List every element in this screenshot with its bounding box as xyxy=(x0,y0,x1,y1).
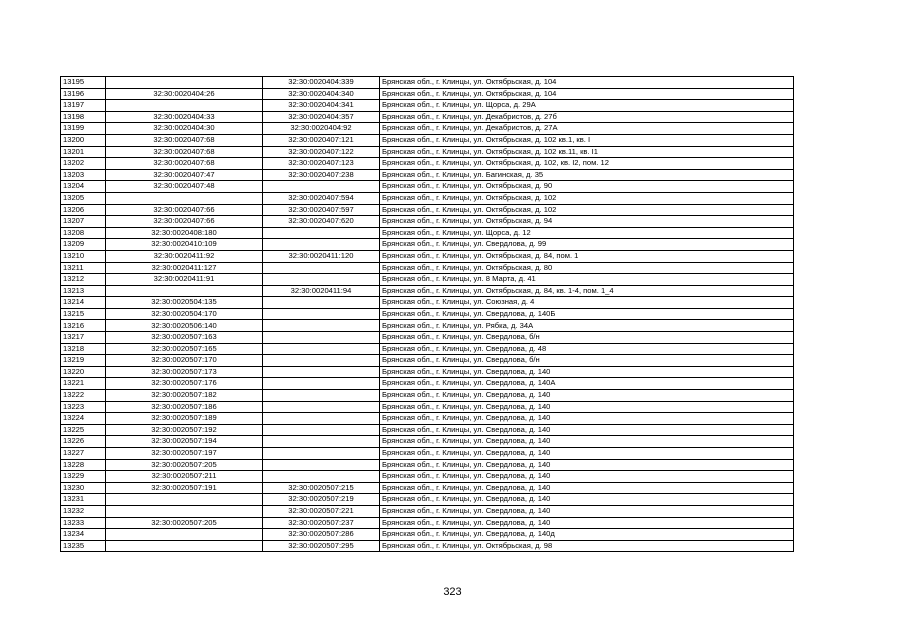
table-row xyxy=(61,77,794,89)
address-cell: Брянская обл., г. Клинцы, ул. Октябрьская, д. 102 xyxy=(380,192,794,204)
table-row xyxy=(61,134,794,146)
row-number-cell: 13207 xyxy=(61,216,106,228)
table-row xyxy=(61,262,794,274)
table-row xyxy=(61,181,794,193)
object-cadastral-number-cell xyxy=(263,262,380,274)
address-cell: Брянская обл., г. Клинцы, ул. Октябрьская, д. 102, кв. I2, пом. 12 xyxy=(380,158,794,170)
land-cadastral-number-cell xyxy=(106,77,263,89)
table-row xyxy=(61,308,794,320)
table-row xyxy=(61,436,794,448)
address-cell: Брянская обл., г. Клинцы, ул. Октябрьская, д. 102 xyxy=(380,204,794,216)
row-number-cell: 13214 xyxy=(61,297,106,309)
table-row xyxy=(61,494,794,506)
address-cell: Брянская обл., г. Клинцы, ул. Щорса, д. 29А xyxy=(380,100,794,112)
object-cadastral-number-cell xyxy=(263,378,380,390)
object-cadastral-number-cell: 32:30:0020407:238 xyxy=(263,169,380,181)
address-cell: Брянская обл., г. Клинцы, ул. Октябрьская, д. 84, кв. 1-4, пом. 1_4 xyxy=(380,285,794,297)
land-cadastral-number-cell xyxy=(106,494,263,506)
object-cadastral-number-cell xyxy=(263,274,380,286)
row-number-cell: 13208 xyxy=(61,227,106,239)
table-row xyxy=(61,123,794,135)
object-cadastral-number-cell xyxy=(263,401,380,413)
land-cadastral-number-cell: 32:30:0020404:33 xyxy=(106,111,263,123)
land-cadastral-number-cell: 32:30:0020408:180 xyxy=(106,227,263,239)
row-number-cell: 13213 xyxy=(61,285,106,297)
row-number-cell: 13195 xyxy=(61,77,106,89)
land-cadastral-number-cell: 32:30:0020407:68 xyxy=(106,146,263,158)
object-cadastral-number-cell xyxy=(263,239,380,251)
table-row xyxy=(61,540,794,552)
table-row xyxy=(61,343,794,355)
row-number-cell: 13204 xyxy=(61,181,106,193)
object-cadastral-number-cell: 32:30:0020411:120 xyxy=(263,250,380,262)
address-cell: Брянская обл., г. Клинцы, ул. Свердлова, д. 140Б xyxy=(380,308,794,320)
object-cadastral-number-cell xyxy=(263,320,380,332)
land-cadastral-number-cell: 32:30:0020507:165 xyxy=(106,343,263,355)
land-cadastral-number-cell: 32:30:0020404:30 xyxy=(106,123,263,135)
land-cadastral-number-cell: 32:30:0020507:186 xyxy=(106,401,263,413)
table-row xyxy=(61,355,794,367)
address-cell: Брянская обл., г. Клинцы, ул. Свердлова, д. 140 xyxy=(380,413,794,425)
object-cadastral-number-cell: 32:30:0020407:122 xyxy=(263,146,380,158)
address-cell: Брянская обл., г. Клинцы, ул. Щорса, д. 12 xyxy=(380,227,794,239)
row-number-cell: 13230 xyxy=(61,482,106,494)
object-cadastral-number-cell: 32:30:0020404:341 xyxy=(263,100,380,112)
row-number-cell: 13197 xyxy=(61,100,106,112)
row-number-cell: 13205 xyxy=(61,192,106,204)
row-number-cell: 13222 xyxy=(61,390,106,402)
table-row xyxy=(61,424,794,436)
table-row xyxy=(61,459,794,471)
land-cadastral-number-cell: 32:30:0020507:205 xyxy=(106,459,263,471)
land-cadastral-number-cell: 32:30:0020407:66 xyxy=(106,204,263,216)
table-row xyxy=(61,100,794,112)
table-row xyxy=(61,88,794,100)
table-row xyxy=(61,227,794,239)
land-cadastral-number-cell: 32:30:0020410:109 xyxy=(106,239,263,251)
land-cadastral-number-cell: 32:30:0020507:197 xyxy=(106,448,263,460)
table-row xyxy=(61,216,794,228)
address-cell: Брянская обл., г. Клинцы, ул. Октябрьская, д. 80 xyxy=(380,262,794,274)
table-row xyxy=(61,204,794,216)
object-cadastral-number-cell: 32:30:0020407:594 xyxy=(263,192,380,204)
row-number-cell: 13226 xyxy=(61,436,106,448)
object-cadastral-number-cell: 32:30:0020507:295 xyxy=(263,540,380,552)
address-cell: Брянская обл., г. Клинцы, ул. Рябка, д. 34А xyxy=(380,320,794,332)
object-cadastral-number-cell xyxy=(263,366,380,378)
row-number-cell: 13202 xyxy=(61,158,106,170)
address-cell: Брянская обл., г. Клинцы, ул. Свердлова, д. 140 xyxy=(380,390,794,402)
address-cell: Брянская обл., г. Клинцы, ул. Свердлова, д. 140 xyxy=(380,436,794,448)
land-cadastral-number-cell: 32:30:0020507:170 xyxy=(106,355,263,367)
land-cadastral-number-cell: 32:30:0020407:47 xyxy=(106,169,263,181)
object-cadastral-number-cell: 32:30:0020407:121 xyxy=(263,134,380,146)
row-number-cell: 13221 xyxy=(61,378,106,390)
row-number-cell: 13228 xyxy=(61,459,106,471)
address-cell: Брянская обл., г. Клинцы, ул. Октябрьская, д. 98 xyxy=(380,540,794,552)
address-cell: Брянская обл., г. Клинцы, ул. Свердлова, д. 140А xyxy=(380,378,794,390)
object-cadastral-number-cell xyxy=(263,459,380,471)
land-cadastral-number-cell: 32:30:0020507:205 xyxy=(106,517,263,529)
row-number-cell: 13219 xyxy=(61,355,106,367)
object-cadastral-number-cell xyxy=(263,227,380,239)
address-cell: Брянская обл., г. Клинцы, ул. Октябрьская, д. 94 xyxy=(380,216,794,228)
object-cadastral-number-cell xyxy=(263,436,380,448)
row-number-cell: 13203 xyxy=(61,169,106,181)
row-number-cell: 13232 xyxy=(61,505,106,517)
row-number-cell: 13233 xyxy=(61,517,106,529)
address-cell: Брянская обл., г. Клинцы, ул. Октябрьская, д. 102 кв.11, кв. I1 xyxy=(380,146,794,158)
land-cadastral-number-cell xyxy=(106,285,263,297)
row-number-cell: 13229 xyxy=(61,471,106,483)
land-cadastral-number-cell: 32:30:0020507:163 xyxy=(106,332,263,344)
registry-table xyxy=(60,76,794,552)
land-cadastral-number-cell: 32:30:0020407:48 xyxy=(106,181,263,193)
object-cadastral-number-cell: 32:30:0020507:237 xyxy=(263,517,380,529)
land-cadastral-number-cell: 32:30:0020411:92 xyxy=(106,250,263,262)
table-row xyxy=(61,158,794,170)
table-row xyxy=(61,529,794,541)
table-row xyxy=(61,285,794,297)
table-row xyxy=(61,413,794,425)
address-cell: Брянская обл., г. Клинцы, ул. Декабристов, д. 27А xyxy=(380,123,794,135)
table-row xyxy=(61,401,794,413)
land-cadastral-number-cell: 32:30:0020411:91 xyxy=(106,274,263,286)
land-cadastral-number-cell: 32:30:0020411:127 xyxy=(106,262,263,274)
table-row xyxy=(61,517,794,529)
row-number-cell: 13224 xyxy=(61,413,106,425)
object-cadastral-number-cell xyxy=(263,343,380,355)
object-cadastral-number-cell xyxy=(263,297,380,309)
land-cadastral-number-cell: 32:30:0020507:189 xyxy=(106,413,263,425)
object-cadastral-number-cell: 32:30:0020507:221 xyxy=(263,505,380,517)
land-cadastral-number-cell: 32:30:0020507:194 xyxy=(106,436,263,448)
row-number-cell: 13227 xyxy=(61,448,106,460)
row-number-cell: 13217 xyxy=(61,332,106,344)
page-number: 323 xyxy=(443,586,462,598)
address-cell: Брянская обл., г. Клинцы, ул. Союзная, д. 4 xyxy=(380,297,794,309)
address-cell: Брянская обл., г. Клинцы, ул. Свердлова, д. 140 xyxy=(380,517,794,529)
land-cadastral-number-cell: 32:30:0020507:192 xyxy=(106,424,263,436)
row-number-cell: 13212 xyxy=(61,274,106,286)
land-cadastral-number-cell xyxy=(106,529,263,541)
land-cadastral-number-cell xyxy=(106,100,263,112)
row-number-cell: 13198 xyxy=(61,111,106,123)
table-row xyxy=(61,505,794,517)
land-cadastral-number-cell: 32:30:0020507:182 xyxy=(106,390,263,402)
land-cadastral-number-cell: 32:30:0020407:68 xyxy=(106,134,263,146)
row-number-cell: 13216 xyxy=(61,320,106,332)
table-row xyxy=(61,250,794,262)
row-number-cell: 13234 xyxy=(61,529,106,541)
address-cell: Брянская обл., г. Клинцы, ул. Свердлова, д. 140д xyxy=(380,529,794,541)
address-cell: Брянская обл., г. Клинцы, ул. Свердлова, б/н xyxy=(380,355,794,367)
land-cadastral-number-cell: 32:30:0020404:26 xyxy=(106,88,263,100)
land-cadastral-number-cell xyxy=(106,192,263,204)
land-cadastral-number-cell: 32:30:0020507:176 xyxy=(106,378,263,390)
object-cadastral-number-cell: 32:30:0020404:92 xyxy=(263,123,380,135)
row-number-cell: 13199 xyxy=(61,123,106,135)
table-row xyxy=(61,169,794,181)
address-cell: Брянская обл., г. Клинцы, ул. Свердлова, д. 140 xyxy=(380,424,794,436)
table-row xyxy=(61,332,794,344)
table-row xyxy=(61,471,794,483)
table-row xyxy=(61,366,794,378)
row-number-cell: 13211 xyxy=(61,262,106,274)
address-cell: Брянская обл., г. Клинцы, ул. Свердлова, д. 99 xyxy=(380,239,794,251)
object-cadastral-number-cell: 32:30:0020404:340 xyxy=(263,88,380,100)
table-row xyxy=(61,111,794,123)
object-cadastral-number-cell: 32:30:0020507:219 xyxy=(263,494,380,506)
row-number-cell: 13210 xyxy=(61,250,106,262)
land-cadastral-number-cell: 32:30:0020506:140 xyxy=(106,320,263,332)
object-cadastral-number-cell xyxy=(263,332,380,344)
table-row xyxy=(61,390,794,402)
object-cadastral-number-cell: 32:30:0020407:597 xyxy=(263,204,380,216)
land-cadastral-number-cell: 32:30:0020407:66 xyxy=(106,216,263,228)
row-number-cell: 13201 xyxy=(61,146,106,158)
registry-table-body xyxy=(61,77,794,552)
object-cadastral-number-cell: 32:30:0020507:215 xyxy=(263,482,380,494)
object-cadastral-number-cell xyxy=(263,424,380,436)
address-cell: Брянская обл., г. Клинцы, ул. Свердлова, д. 140 xyxy=(380,448,794,460)
table-row xyxy=(61,297,794,309)
object-cadastral-number-cell xyxy=(263,355,380,367)
row-number-cell: 13218 xyxy=(61,343,106,355)
land-cadastral-number-cell: 32:30:0020507:173 xyxy=(106,366,263,378)
land-cadastral-number-cell: 32:30:0020507:191 xyxy=(106,482,263,494)
object-cadastral-number-cell xyxy=(263,390,380,402)
address-cell: Брянская обл., г. Клинцы, ул. Октябрьская, д. 84, пом. 1 xyxy=(380,250,794,262)
table-row xyxy=(61,239,794,251)
land-cadastral-number-cell: 32:30:0020504:135 xyxy=(106,297,263,309)
object-cadastral-number-cell xyxy=(263,448,380,460)
address-cell: Брянская обл., г. Клинцы, ул. Декабристов, д. 27б xyxy=(380,111,794,123)
row-number-cell: 13200 xyxy=(61,134,106,146)
address-cell: Брянская обл., г. Клинцы, ул. Октябрьская, д. 102 кв.1, кв. I xyxy=(380,134,794,146)
table-row xyxy=(61,192,794,204)
address-cell: Брянская обл., г. Клинцы, ул. Свердлова, д. 140 xyxy=(380,482,794,494)
address-cell: Брянская обл., г. Клинцы, ул. Багинская, д. 35 xyxy=(380,169,794,181)
row-number-cell: 13196 xyxy=(61,88,106,100)
object-cadastral-number-cell: 32:30:0020411:94 xyxy=(263,285,380,297)
address-cell: Брянская обл., г. Клинцы, ул. 8 Марта, д. 41 xyxy=(380,274,794,286)
address-cell: Брянская обл., г. Клинцы, ул. Свердлова, д. 140 xyxy=(380,494,794,506)
address-cell: Брянская обл., г. Клинцы, ул. Свердлова, б/н xyxy=(380,332,794,344)
row-number-cell: 13206 xyxy=(61,204,106,216)
row-number-cell: 13225 xyxy=(61,424,106,436)
object-cadastral-number-cell xyxy=(263,181,380,193)
table-row xyxy=(61,274,794,286)
object-cadastral-number-cell: 32:30:0020404:339 xyxy=(263,77,380,89)
land-cadastral-number-cell: 32:30:0020504:170 xyxy=(106,308,263,320)
address-cell: Брянская обл., г. Клинцы, ул. Свердлова, д. 140 xyxy=(380,459,794,471)
table-row xyxy=(61,146,794,158)
address-cell: Брянская обл., г. Клинцы, ул. Свердлова, д. 140 xyxy=(380,401,794,413)
address-cell: Брянская обл., г. Клинцы, ул. Свердлова, д. 48 xyxy=(380,343,794,355)
row-number-cell: 13215 xyxy=(61,308,106,320)
object-cadastral-number-cell: 32:30:0020407:620 xyxy=(263,216,380,228)
address-cell: Брянская обл., г. Клинцы, ул. Свердлова, д. 140 xyxy=(380,505,794,517)
table-row xyxy=(61,320,794,332)
object-cadastral-number-cell xyxy=(263,471,380,483)
object-cadastral-number-cell xyxy=(263,308,380,320)
object-cadastral-number-cell xyxy=(263,413,380,425)
row-number-cell: 13231 xyxy=(61,494,106,506)
row-number-cell: 13235 xyxy=(61,540,106,552)
address-cell: Брянская обл., г. Клинцы, ул. Свердлова, д. 140 xyxy=(380,471,794,483)
row-number-cell: 13223 xyxy=(61,401,106,413)
object-cadastral-number-cell: 32:30:0020507:286 xyxy=(263,529,380,541)
address-cell: Брянская обл., г. Клинцы, ул. Октябрьская, д. 90 xyxy=(380,181,794,193)
table-row xyxy=(61,482,794,494)
address-cell: Брянская обл., г. Клинцы, ул. Октябрьская, д. 104 xyxy=(380,88,794,100)
object-cadastral-number-cell: 32:30:0020407:123 xyxy=(263,158,380,170)
object-cadastral-number-cell: 32:30:0020404:357 xyxy=(263,111,380,123)
row-number-cell: 13220 xyxy=(61,366,106,378)
land-cadastral-number-cell xyxy=(106,505,263,517)
land-cadastral-number-cell: 32:30:0020507:211 xyxy=(106,471,263,483)
table-row xyxy=(61,378,794,390)
land-cadastral-number-cell: 32:30:0020407:68 xyxy=(106,158,263,170)
row-number-cell: 13209 xyxy=(61,239,106,251)
land-cadastral-number-cell xyxy=(106,540,263,552)
address-cell: Брянская обл., г. Клинцы, ул. Свердлова, д. 140 xyxy=(380,366,794,378)
table-row xyxy=(61,448,794,460)
address-cell: Брянская обл., г. Клинцы, ул. Октябрьская, д. 104 xyxy=(380,77,794,89)
